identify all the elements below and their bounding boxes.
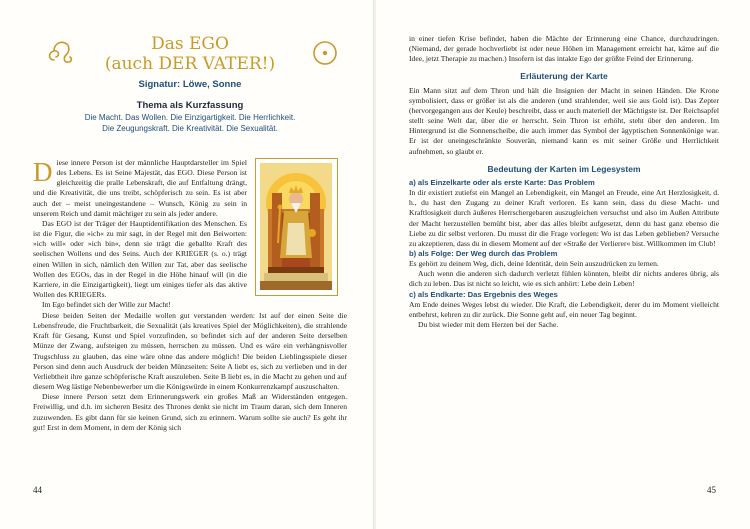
leo-sign-icon bbox=[46, 38, 76, 66]
body-paragraph: Auch wenn die anderen sich dadurch verletzt fühlen könnten, bleibt dir nichts anderes übrig, als dich zu leben. Das ist nicht so leicht, wie es sich anhört: Lebe dein Leben! bbox=[409, 269, 719, 289]
thema-summary bbox=[60, 113, 320, 134]
chapter-title-line1: Das EGO bbox=[151, 34, 229, 54]
drop-cap: D bbox=[33, 157, 53, 187]
intro-text bbox=[33, 158, 247, 310]
body-paragraph: Diese beiden Seiten der Medaille wollen gut verstanden werden: Ist auf der einen Seite die Lebensfreude, die Fruchtbarkeit, die Sexualität (als kreatives Spiel der Möglichkeiten), die strahlende Kraft für Gesang, Kunst und Spiel vorzufinden, so befindet sich auf der anderen Seite derselben Münze der Zwang, aufsteigen zu müssen, herrschen zu müssen. Und es wäre ein verhängnisvoller Trugschluss zu glauben, das eine wäre ohne das andere möglich! Die beiden Lieblingsspiele dieser Person sind denn auch Ausdruck der beiden Münzseiten: Seite A liebt es, sich zu verlieben und in der Verliebtheit ihre ganze schöpferische Kraft auszuleben. Seite B liebt es, in die Macht zu gehen und auf diesem Weg lästige Nebenbewerber um die Königswürde in einem Konkurrenzkampf auszuschalten. bbox=[33, 311, 347, 392]
thema-heading: Thema als Kurzfassung bbox=[136, 100, 244, 111]
right-column bbox=[409, 34, 719, 330]
section-heading-erlaeuterung: Erläuterung der Karte bbox=[520, 71, 608, 82]
body-paragraph: Das EGO ist der Träger der Hauptidentifikation des Menschen. Es ist die Figur, die »ich« zu mir sagt, in der Regel mit den Beiworten: »ich will« oder »ich bin«, denn sie trägt die geballte Kraft des seelischen Wollens und des Seins. Auch der KRIEGER (s. o.) trägt einen Willen in sich, nämlich den Willen zur Tat, aber das seelische Wollen des EGOs, das in der Regel in die Höhe hinauf will (in die Karriere, in die Einzigartigkeit), liegt um einiges tiefer als das aktive Wollen des KRIEGERs. bbox=[33, 218, 247, 300]
chapter-title-line2: (auch DER VATER!) bbox=[104, 54, 276, 74]
king-on-throne-card bbox=[260, 163, 332, 290]
body-paragraph: Am Ende deines Weges lebst du wieder. Die Kraft, die Lebendigkeit, derer du im Moment vielleicht entbehrst, kehren zu dir zurück. Die Sonne geht auf, ein neuer Tag beginnt. bbox=[409, 299, 719, 319]
page-number: 44 bbox=[33, 485, 42, 495]
page-number: 45 bbox=[707, 485, 716, 495]
right-page bbox=[376, 0, 750, 529]
subheading-b: b) als Folge: Der Weg durch das Problem bbox=[409, 248, 558, 258]
main-text bbox=[33, 311, 347, 433]
body-paragraph: in einer tiefen Krise befindet, haben die Mächte der Erinnerung eine Chance, durchzudringen. (Niemand, der gerade hochverliebt ist oder neue Höhen im Management erreicht hat, käme auf die Idee, jetzt Therapie zu machen.) Insofern ist das intakte Ego der größte Feind der Erinnerung. bbox=[409, 34, 719, 64]
body-paragraph: Du bist wieder mit dem Herzen bei der Sache. bbox=[418, 320, 559, 330]
signatur: Signatur: Löwe, Sonne bbox=[138, 79, 242, 90]
body-paragraph: Es gehört zu deinem Weg, dich, deine Identität, dein Sein auszudrücken zu lernen. bbox=[409, 259, 659, 269]
body-paragraph: Im Ego befindet sich der Wille zur Macht! bbox=[42, 300, 171, 310]
intro-paragraph: D iese innere Person ist der männliche Hauptdarsteller im Spiel des Lebens. Es ist Seine Majestät, das EGO. Diese Person ist gleichzeitig die pralle Lebenskraft, die auf Entfaltung drängt, und die Kreativität, die uns treibt, schöpferisch zu sein. Es ist aber auch der – meist uneingestandene – Wunsch, König zu sein in unserem Reich und damit mächtiger zu sein als jeder andere. bbox=[33, 157, 247, 218]
section-heading-bedeutung: Bedeutung der Karten im Legesystem bbox=[487, 163, 641, 174]
body-paragraph: Diese innere Person setzt dem Erinnerungswerk ein großes Maß an Widerständen entgegen. Freiwillig, und d.h. im sicheren Besitz des Thrones denkt sie nicht im Traum daran, sich dem Inneren zuzuwenden. Es gibt dann für sie keinen Grund, sich zu erinnern. Warum sollte sie auch? Es geht ihr gut! Erst in dem Moment, in dem der König sich bbox=[33, 392, 347, 432]
tarot-card-image bbox=[255, 158, 338, 296]
left-page bbox=[0, 0, 374, 529]
sun-sign-icon bbox=[310, 38, 340, 68]
subheading-c: c) als Endkarte: Das Ergebnis des Weges bbox=[409, 289, 558, 299]
thema-line: Die Macht. Das Wollen. Die Einzigartigkeit. Die Herrlichkeit. bbox=[84, 113, 296, 122]
body-paragraph: Ein Mann sitzt auf dem Thron und hält die Insignien der Macht in seinen Händen. Die Krone symbolisiert, dass er größer ist als die anderen (und strahlender, weil sie aus Gold ist). Das Zepter (hervorgegangen aus der Keule) beschreibt, dass er auch materiell der Mächtigste ist. Der Reichsapfel stellt seine Welt dar, über die er herrscht. Sein Thron ist erhöht, steht über den anderen. Im Hintergrund ist die Sonnenscheibe, die auch immer das Symbol der ägyptischen Sonnenkönige war. Er ist der uneingeschränkte Souverän, niemand kann es mit seiner Größe und Herrlichkeit aufnehmen, so glaubt er. bbox=[409, 85, 719, 156]
thema-line: Die Zeugungskraft. Die Kreativität. Die Sexualität. bbox=[102, 123, 278, 133]
subheading-a: a) als Einzelkarte oder als erste Karte: Das Problem bbox=[409, 177, 595, 187]
body-paragraph: In dir existiert zutiefst ein Mangel an Lebendigkeit, ein Mangel an Freude, eine Art Herzlosigkeit, d. h., du hast den Zugang zu deiner Kraft verloren. Es kann sein, dass du diese Macht- und Kraftlosigkeit durch äußeres Herrschergebaren auszugleichen versuchst und also im Außen Attribute der Macht herzustellen bemüht bist, aber das alles bleibt aufgesetzt, denn du hast ganz ebenso die Liebe zu dir selbst verloren. Du musst dir die Frage vorlegen: Wo ist das Leben geblieben? Versuche zu akzeptieren, dass du in diesem Moment auf der »Straße der Verlierer« bist. Willkommen im Club! bbox=[409, 188, 719, 248]
